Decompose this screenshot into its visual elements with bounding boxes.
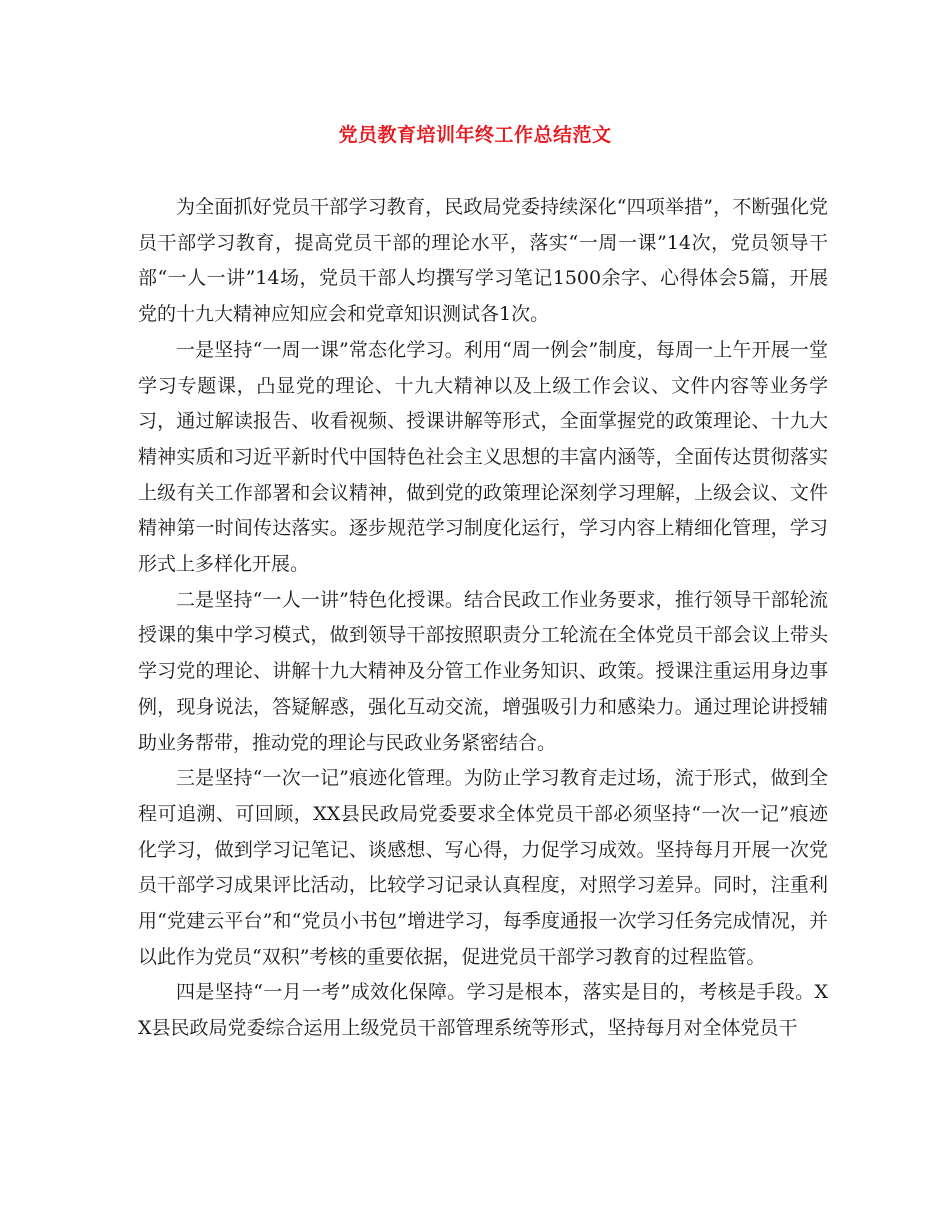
paragraph-measure-4: 四是坚持“一月一考”成效化保障。学习是根本，落实是目的，考核是手段。XX县民政局党委综合运用上级党员干部管理系统等形式，坚持每月对全体党员干 [138,981,828,1040]
paragraph-intro: 为全面抓好党员干部学习教育，民政局党委持续深化“四项举措”，不断强化党员干部学习教育，提高党员干部的理论水平，落实“一周一课”14次，党员领导干部“一人一讲”14场，党员干部人均撰写学习笔记1500余字、心得体会5篇，开展党的十九大精神应知应会和党章知识测试各1次。 [138,196,828,326]
paragraph-measure-1: 一是坚持“一周一课”常态化学习。利用“周一例会”制度，每周一上午开展一堂学习专题课，凸显党的理论、十九大精神以及上级工作会议、文件内容等业务学习，通过解读报告、收看视频、授课讲解等形式，全面掌握党的政策理论、十九大精神实质和习近平新时代中国特色社会主义思想的丰富内涵等，全面传达贯彻落实上级有关工作部署和会议精神，做到党的政策理论深刻学习理解，上级会议、文件精神第一时间传达落实。逐步规范学习制度化运行，学习内容上精细化管理，学习形式上多样化开展。 [138,338,828,576]
document-body [138,190,828,1047]
paragraph-measure-3: 三是坚持“一次一记”痕迹化管理。为防止学习教育走过场，流于形式，做到全程可追溯、可回顾，XX县民政局党委要求全体党员干部必须坚持“一次一记”痕迹化学习，做到学习记笔记、谈感想、写心得，力促学习成效。坚持每月开展一次党员干部学习成果评比活动，比较学习记录认真程度，对照学习差异。同时，注重利用“党建云平台”和“党员小书包”增进学习，每季度通报一次学习任务完成情况，并以此作为党员“双积”考核的重要依据，促进党员干部学习教育的过程监管。 [138,767,828,968]
document-title: 党员教育培训年终工作总结范文 [338,124,612,146]
paragraph-measure-2: 二是坚持“一人一讲”特色化授课。结合民政工作业务要求，推行领导干部轮流授课的集中学习模式，做到领导干部按照职责分工轮流在全体党员干部会议上带头学习党的理论、讲解十九大精神及分管工作业务知识、政策。授课注重运用身边事例，现身说法，答疑解惑，强化互动交流，增强吸引力和感染力。通过理论讲授辅助业务帮带，推动党的理论与民政业务紧密结合。 [138,588,828,754]
